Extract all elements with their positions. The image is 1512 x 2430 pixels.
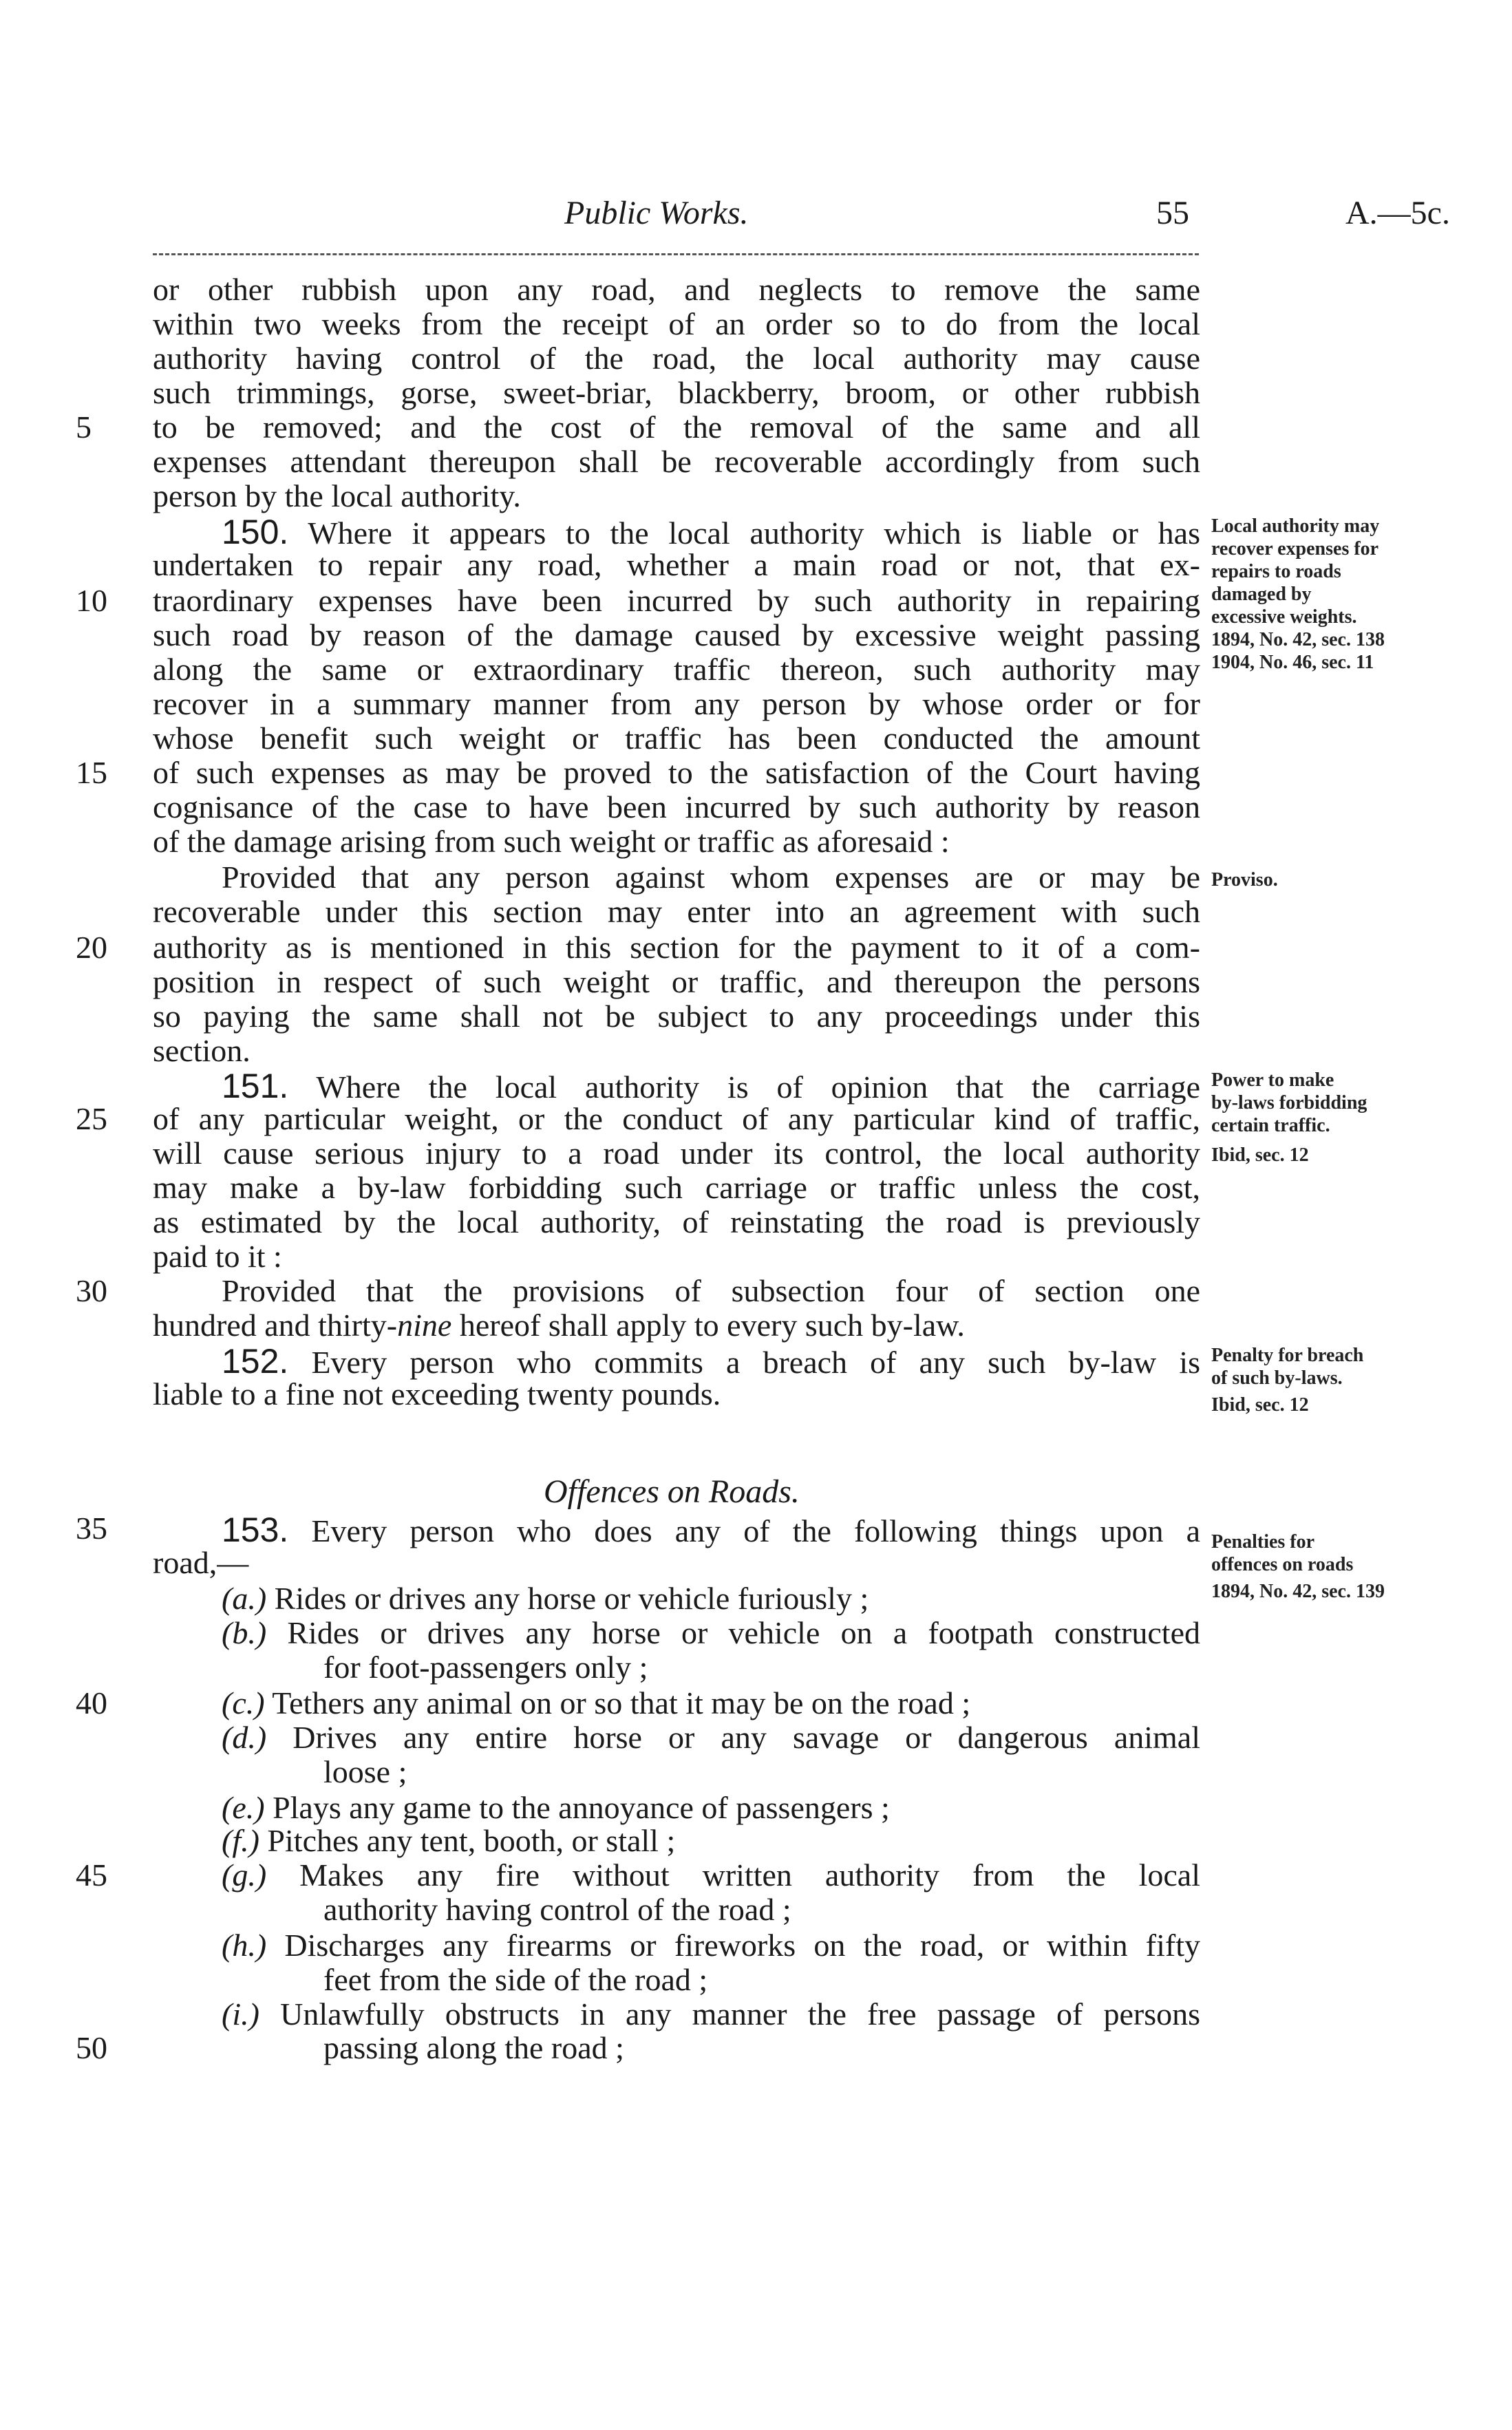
body-line: authority as is mentioned in this section for the payment to it of a com- — [153, 930, 1200, 965]
body-line: along the same or extraordinary traffic thereon, such authority may — [153, 652, 1200, 687]
margin-line: by-laws forbidding — [1211, 1092, 1367, 1114]
margin-line: Local authority may — [1211, 515, 1380, 537]
margin-note-s152 — [1211, 1344, 1500, 1416]
line-number: 35 — [76, 1511, 107, 1546]
margin-line: damaged by — [1211, 584, 1312, 606]
section-text: Every person who commits a breach of any such by-law is — [311, 1345, 1201, 1380]
margin-line: of such by-laws. — [1211, 1367, 1343, 1389]
list-item — [222, 1722, 1200, 1754]
section-number: 150. — [222, 513, 289, 551]
item-text: Unlawfully obstructs in any manner the free passage of persons — [280, 1996, 1201, 2032]
section-number: 152. — [222, 1342, 289, 1381]
running-title: Public Works. — [564, 195, 749, 231]
section-number: 153. — [222, 1511, 289, 1549]
section-152-first-line — [222, 1342, 1201, 1381]
line-number: 5 — [76, 409, 92, 445]
margin-line: 1894, No. 42, sec. 138 — [1211, 629, 1385, 651]
text-run: hereof shall apply to every such by-law. — [451, 1308, 965, 1343]
list-item — [222, 1617, 1200, 1649]
section-text: Every person who does any of the following things upon a — [311, 1513, 1201, 1548]
item-text: Drives any entire horse or any savage or dangerous animal — [292, 1720, 1201, 1755]
margin-line: recover expenses for — [1211, 538, 1379, 560]
margin-line: Proviso. — [1211, 869, 1278, 891]
body-line: such road by reason of the damage caused by excessive weight passing — [153, 617, 1200, 652]
item-text: Makes any fire without written authority from the local — [299, 1857, 1200, 1893]
item-text: Pitches any tent, booth, or stall ; — [267, 1823, 676, 1858]
margin-line: 1904, No. 46, sec. 11 — [1211, 652, 1374, 674]
line-number: 20 — [76, 930, 107, 965]
margin-note-proviso — [1211, 868, 1500, 891]
body-line: whose benefit such weight or traffic has been conducted the amount — [153, 721, 1200, 756]
section-heading: Offences on Roads. — [544, 1473, 800, 1510]
body-line: expenses attendant thereupon shall be recoverable accordingly from such — [153, 444, 1200, 479]
list-item-continuation: passing along the road ; — [323, 2030, 624, 2065]
body-line: recover in a summary manner from any person by whose order or for — [153, 686, 1200, 721]
line-number: 25 — [76, 1101, 107, 1136]
margin-line: Ibid, sec. 12 — [1211, 1144, 1309, 1166]
document-reference: A.—5c. — [1345, 195, 1450, 231]
body-line: such trimmings, gorse, sweet-briar, blackberry, broom, or other rubbish — [153, 375, 1200, 410]
item-label: (g.) — [222, 1857, 267, 1893]
list-item-continuation: feet from the side of the road ; — [323, 1962, 708, 1997]
list-item-continuation: authority having control of the road ; — [323, 1892, 791, 1927]
list-item-continuation: for foot-passengers only ; — [323, 1650, 648, 1685]
item-text: Rides or drives any horse or vehicle on a footpath constructed — [287, 1615, 1200, 1650]
body-line: Provided that any person against whom expenses are or may be — [222, 860, 1200, 895]
list-item — [222, 1792, 1200, 1824]
section-text: Where the local authority is of opinion that the carriage — [316, 1069, 1200, 1105]
body-line: authority having control of the road, the local authority may cause — [153, 341, 1200, 376]
margin-line: Power to make — [1211, 1069, 1334, 1091]
body-line: undertaken to repair any road, whether a main road or not, that ex- — [153, 547, 1200, 582]
body-line: liable to a fine not exceeding twenty pounds. — [153, 1376, 721, 1411]
margin-line: certain traffic. — [1211, 1115, 1330, 1137]
line-number: 45 — [76, 1857, 107, 1893]
margin-note-s153 — [1211, 1531, 1500, 1603]
body-line: will cause serious injury to a road under its control, the local authority — [153, 1136, 1200, 1171]
line-number: 10 — [76, 583, 107, 618]
margin-line: offences on roads — [1211, 1554, 1354, 1576]
line-number: 15 — [76, 755, 107, 790]
line-number: 30 — [76, 1273, 107, 1308]
item-label: (d.) — [222, 1720, 267, 1755]
body-line: may make a by-law forbidding such carriage or traffic unless the cost, — [153, 1170, 1200, 1205]
item-label: (e.) — [222, 1790, 265, 1825]
section-text: Where it appears to the local authority which is liable or has — [308, 515, 1200, 551]
body-line: section. — [153, 1033, 251, 1068]
item-text: Discharges any firearms or fireworks on the road, or within fifty — [284, 1928, 1200, 1963]
margin-line: Ibid, sec. 12 — [1211, 1394, 1309, 1416]
body-line: paid to it : — [153, 1239, 282, 1274]
body-line: to be removed; and the cost of the removal of the same and all — [153, 409, 1200, 445]
body-line: of such expenses as may be proved to the satisfaction of the Court having — [153, 755, 1200, 790]
body-line: or other rubbish upon any road, and neglects to remove the same — [153, 272, 1200, 307]
line-number: 50 — [76, 2030, 107, 2065]
italic-run: nine — [397, 1308, 452, 1343]
list-item — [222, 1930, 1200, 1961]
item-text: Tethers any animal on or so that it may be on the road ; — [272, 1685, 971, 1720]
body-line: position in respect of such weight or traffic, and thereupon the persons — [153, 964, 1200, 999]
body-line: recoverable under this section may enter into an agreement with such — [153, 894, 1200, 929]
body-line: person by the local authority. — [153, 478, 521, 513]
body-line: so paying the same shall not be subject to any proceedings under this — [153, 999, 1200, 1034]
body-line: cognisance of the case to have been incurred by such authority by reason — [153, 789, 1200, 824]
item-label: (f.) — [222, 1823, 259, 1858]
body-line: within two weeks from the receipt of an order so to do from the local — [153, 306, 1200, 341]
item-label: (h.) — [222, 1928, 267, 1963]
section-150-first-line — [222, 515, 1200, 549]
body-line: as estimated by the local authority, of reinstating the road is previously — [153, 1204, 1200, 1239]
margin-line: Penalty for breach — [1211, 1345, 1364, 1366]
item-label: (i.) — [222, 1996, 259, 2032]
section-151-first-line — [222, 1069, 1200, 1103]
text-run: hundred and thirty- — [153, 1308, 398, 1343]
list-item — [222, 1859, 1200, 1891]
list-item — [222, 1687, 1200, 1719]
section-153-first-line — [222, 1513, 1200, 1547]
body-line — [153, 1310, 1200, 1341]
item-text: Rides or drives any horse or vehicle furiously ; — [274, 1581, 869, 1616]
body-line: of the damage arising from such weight or traffic as aforesaid : — [153, 824, 950, 859]
item-text: Plays any game to the annoyance of passengers ; — [273, 1790, 890, 1825]
item-label: (b.) — [222, 1615, 267, 1650]
list-item — [222, 1583, 1200, 1614]
section-number: 151. — [222, 1067, 289, 1105]
page-number: 55 — [1156, 195, 1189, 231]
list-item — [222, 1996, 1201, 2032]
item-label: (c.) — [222, 1685, 265, 1720]
body-line: traordinary expenses have been incurred by such authority in repairing — [153, 583, 1200, 618]
header-rule — [153, 253, 1199, 255]
list-item — [222, 1825, 1200, 1857]
margin-note-s150 — [1211, 515, 1500, 674]
item-label: (a.) — [222, 1581, 267, 1616]
margin-line: Penalties for — [1211, 1531, 1315, 1553]
line-number: 40 — [76, 1685, 107, 1720]
body-line: of any particular weight, or the conduct of any particular kind of traffic, — [153, 1101, 1200, 1136]
margin-line: repairs to roads — [1211, 561, 1341, 583]
margin-line: 1894, No. 42, sec. 139 — [1211, 1581, 1385, 1603]
margin-note-s151 — [1211, 1069, 1500, 1166]
list-item-continuation: loose ; — [323, 1754, 407, 1789]
margin-line: excessive weights. — [1211, 606, 1357, 628]
body-line: Provided that the provisions of subsection four of section one — [222, 1273, 1200, 1308]
body-line: road,— — [153, 1545, 249, 1580]
